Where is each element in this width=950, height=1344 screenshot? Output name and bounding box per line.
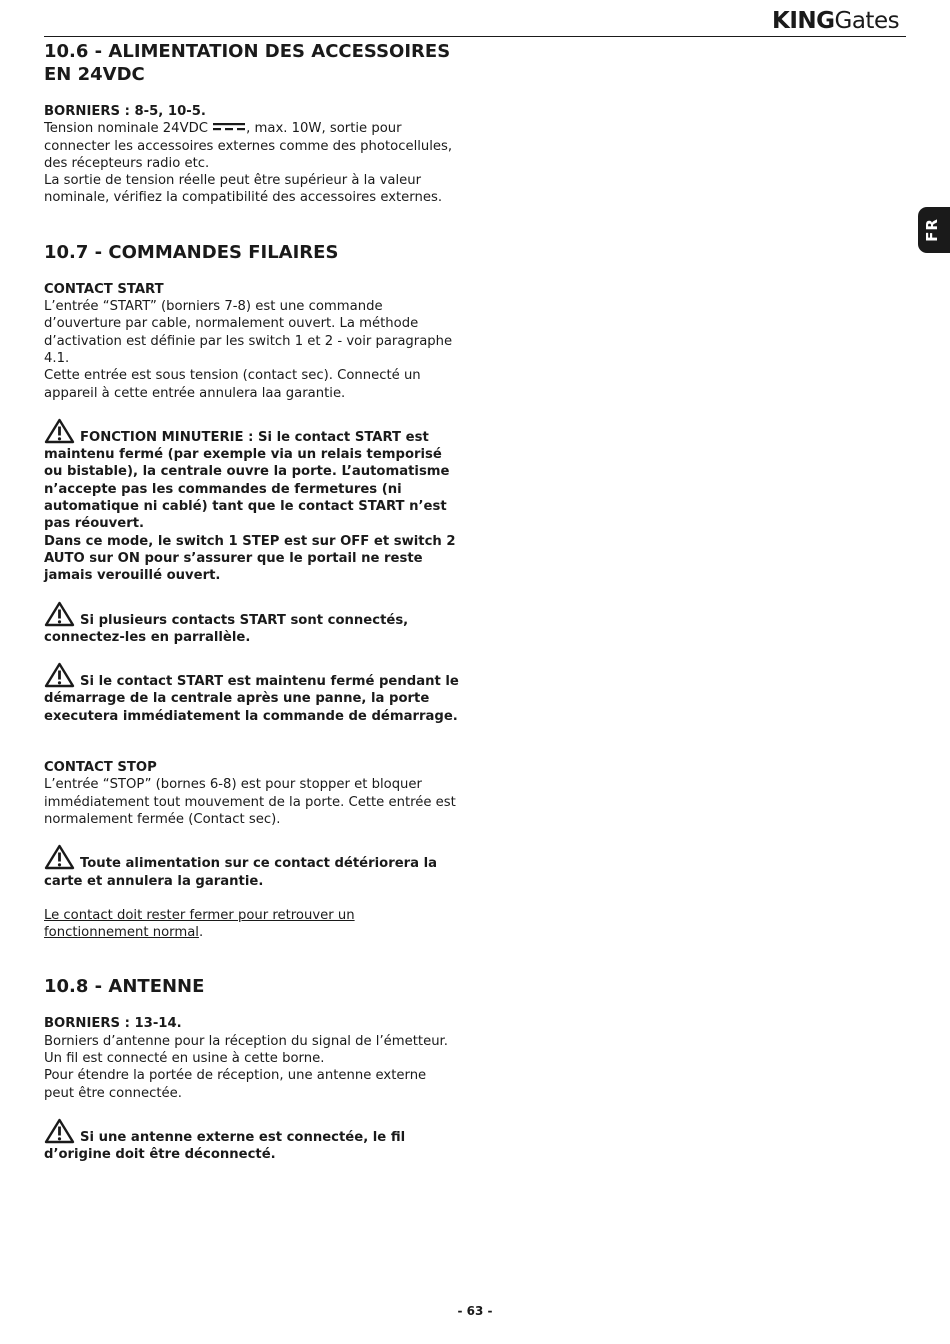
warning-icon (44, 418, 75, 444)
p1-text-after: , max. 10W, sortie pour connecter les accessoires externes comme des photocellules, des récepteurs radio etc. (44, 121, 453, 171)
section-10-8-title: 10.8 - ANTENNE (44, 976, 205, 998)
header-rule (44, 36, 906, 37)
warning-timer-text: FONCTION MINUTERIE : Si le contact START est maintenu fermé (par exemple via un relais temporisé ou bistable), la centrale ouvre la porte. L’automatisme n’accepte pas les commandes de fermetures (ni automatique ni cablé) tant que le contact START n’est pas réouvert. (44, 429, 450, 532)
logo-gates: Gates (834, 8, 900, 34)
note-end: . (198, 925, 204, 941)
logo-king: KING (772, 8, 835, 34)
section-10-7-title: 10.7 - COMMANDES FILAIRES (44, 241, 339, 263)
note-underlined-text: Le contact doit rester fermer pour retrouver un fonctionnement normal (44, 907, 355, 941)
warning-timer-mode (44, 418, 459, 533)
contact-stop-note (44, 907, 459, 942)
warning-timer-mode-detail: Dans ce mode, le switch 1 STEP est sur OFF et switch 2 AUTO sur ON pour s’assurer que le portail ne reste jamais verouillé ouvert. (44, 533, 456, 584)
page-number: - 63 - (457, 1304, 493, 1318)
section-10-8-paragraph-1: Borniers d’antenne pour la réception du signal de l’émetteur. Un fil est connecté en usine à cette borne. (44, 1033, 448, 1066)
warning-antenna-text: Si une antenne externe est connectée, le fil d’origine doit être déconnecté. (44, 1129, 406, 1163)
main-content (44, 40, 459, 1163)
brand-logo (772, 8, 906, 36)
warning-icon (44, 662, 75, 688)
warning-power-text: Toute alimentation sur ce contact détériorera la carte et annulera la garantie. (44, 856, 438, 889)
warning-icon (44, 601, 75, 627)
warning-power-damage (44, 844, 459, 890)
warning-parallel-contacts (44, 601, 459, 647)
contact-start-paragraph-2: Cette entrée est sous tension (contact sec). Connecté un appareil à cette entrée annulera laa garantie. (44, 368, 421, 401)
contact-stop-label: CONTACT STOP (44, 760, 157, 776)
warning-parallel-text: Si plusieurs contacts START sont connectés, connectez-les en parrallèle. (44, 612, 409, 645)
warning-startup-text: Si le contact START est maintenu fermé pendant le démarrage de la centrale après une panne, la porte executera immédiatement la commande de démarrage. (44, 674, 459, 724)
section-10-8-paragraph-2: Pour étendre la portée de réception, une antenne externe peut être connectée. (44, 1068, 427, 1101)
dc-voltage-symbol-icon (213, 123, 245, 131)
section-10-8-label: BORNIERS : 13-14. (44, 1016, 182, 1032)
section-10-6-paragraph-1 (44, 120, 459, 172)
warning-startup (44, 662, 459, 725)
warning-icon (44, 844, 75, 870)
warning-icon (44, 1118, 75, 1144)
language-tab (918, 207, 950, 253)
section-10-6-label: BORNIERS : 8-5, 10-5. (44, 104, 206, 119)
section-10-6-title: 10.6 - ALIMENTATION DES ACCESSOIRES EN 24VDC (44, 41, 451, 85)
contact-start-paragraph-1: L’entrée “START” (borniers 7-8) est une commande d’ouverture par cable, normalement ouvert. La méthode d’activation est définie par les switch 1 et 2 - voir paragraphe 4.1. (44, 299, 453, 366)
warning-antenna (44, 1118, 459, 1164)
contact-start-label: CONTACT START (44, 281, 164, 297)
section-10-6-paragraph-2: La sortie de tension réelle peut être supérieur à la valeur nominale, vérifiez la compatibilité des accessoires externes. (44, 173, 443, 206)
language-tab-label: FR (923, 218, 941, 242)
contact-stop-paragraph: L’entrée “STOP” (bornes 6-8) est pour stopper et bloquer immédiatement tout mouvement de la porte. Cette entrée est normalement fermée (Contact sec). (44, 777, 456, 827)
p1-text-before: Tension nominale 24VDC (44, 121, 213, 137)
